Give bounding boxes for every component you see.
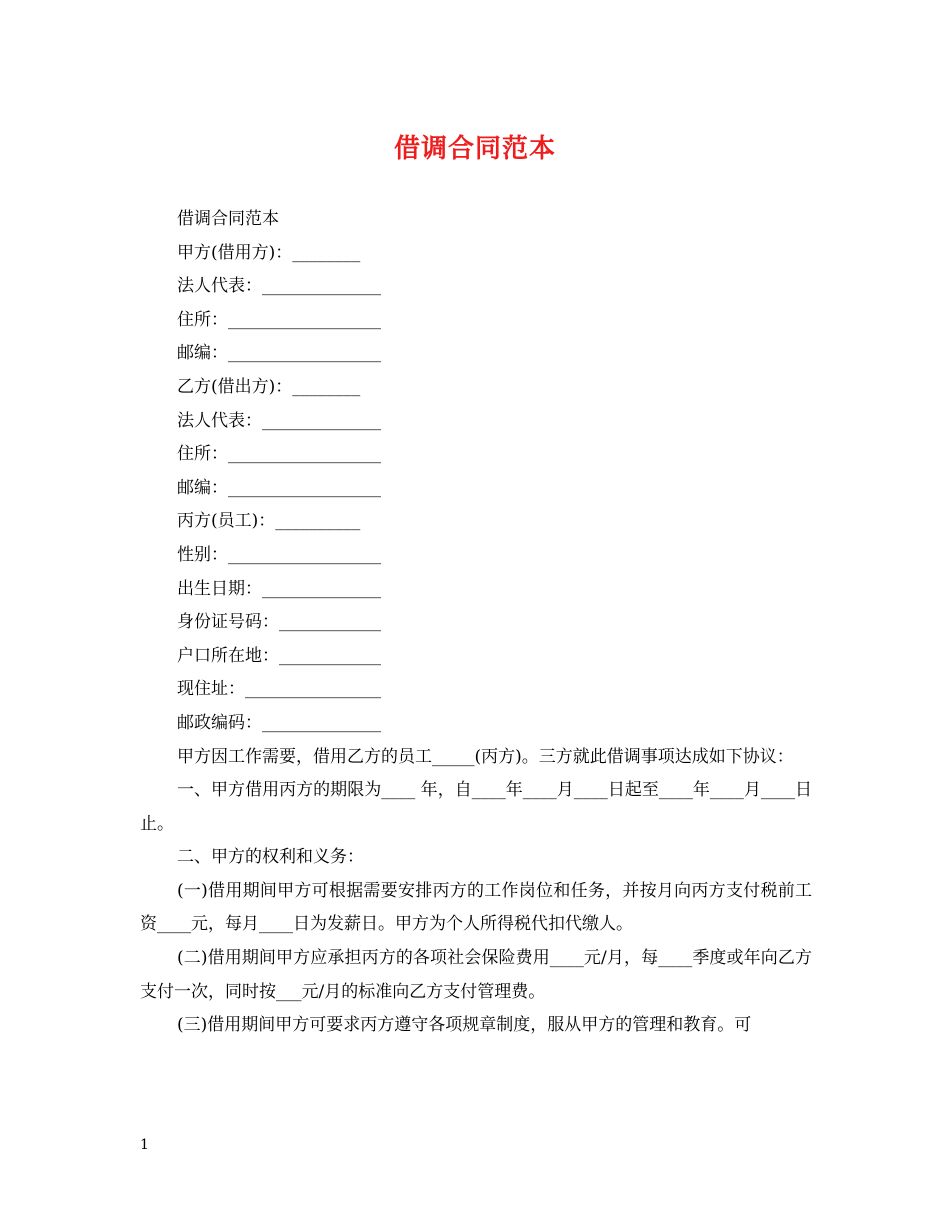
clause-2-item-3: (三)借用期间甲方可要求丙方遵守各项规章制度，服从甲方的管理和教育。可 <box>177 1015 752 1036</box>
clause-2-item-2: (二)借用期间甲方应承担丙方的各项社会保险费用____元/月，每____季度或年向乙方支付一次，同时按___元/月的标准向乙方支付管理费。 <box>140 948 812 1002</box>
party-a-field: 甲方(借用方)：________ <box>177 242 361 263</box>
clause-2-item-1: (一)借用期间甲方可根据需要安排丙方的工作岗位和任务，并按月向丙方支付税前工资____元，每月____日为发薪日。甲方为个人所得税代扣代缴人。 <box>140 880 812 935</box>
intro-paragraph: 甲方因工作需要，借用乙方的员工_____(丙方)。三方就此借调事项达成如下协议： <box>177 746 794 767</box>
household-registration-field: 户口所在地：____________ <box>177 645 381 666</box>
party-b-representative-field: 法人代表：______________ <box>177 410 381 431</box>
id-number-field: 身份证号码：____________ <box>177 612 381 633</box>
current-address-field: 现住址：________________ <box>177 679 381 700</box>
clause-2-heading: 二、甲方的权利和义务： <box>177 847 364 868</box>
party-b-postcode-field: 邮编：__________________ <box>177 477 381 498</box>
party-b-field: 乙方(借出方)：________ <box>177 376 361 397</box>
clause-1-paragraph: 一、甲方借用丙方的期限为____ 年，自____年____月____日起至____年____月____日止。 <box>140 780 812 834</box>
birth-date-field: 出生日期：______________ <box>177 578 381 599</box>
party-a-representative-field: 法人代表：______________ <box>177 276 381 297</box>
page-number: 1 <box>140 1137 149 1153</box>
subtitle-line: 借调合同范本 <box>177 209 279 229</box>
party-c-field: 丙方(员工)：__________ <box>177 511 361 532</box>
postal-code-field: 邮政编码：______________ <box>177 712 381 733</box>
page-title: 借调合同范本 <box>393 134 556 164</box>
gender-field: 性别：__________________ <box>177 544 381 565</box>
document-body <box>140 203 812 1043</box>
party-b-address-field: 住所：__________________ <box>177 444 381 465</box>
party-a-address-field: 住所：__________________ <box>177 309 381 330</box>
party-a-postcode-field: 邮编：__________________ <box>177 343 381 364</box>
